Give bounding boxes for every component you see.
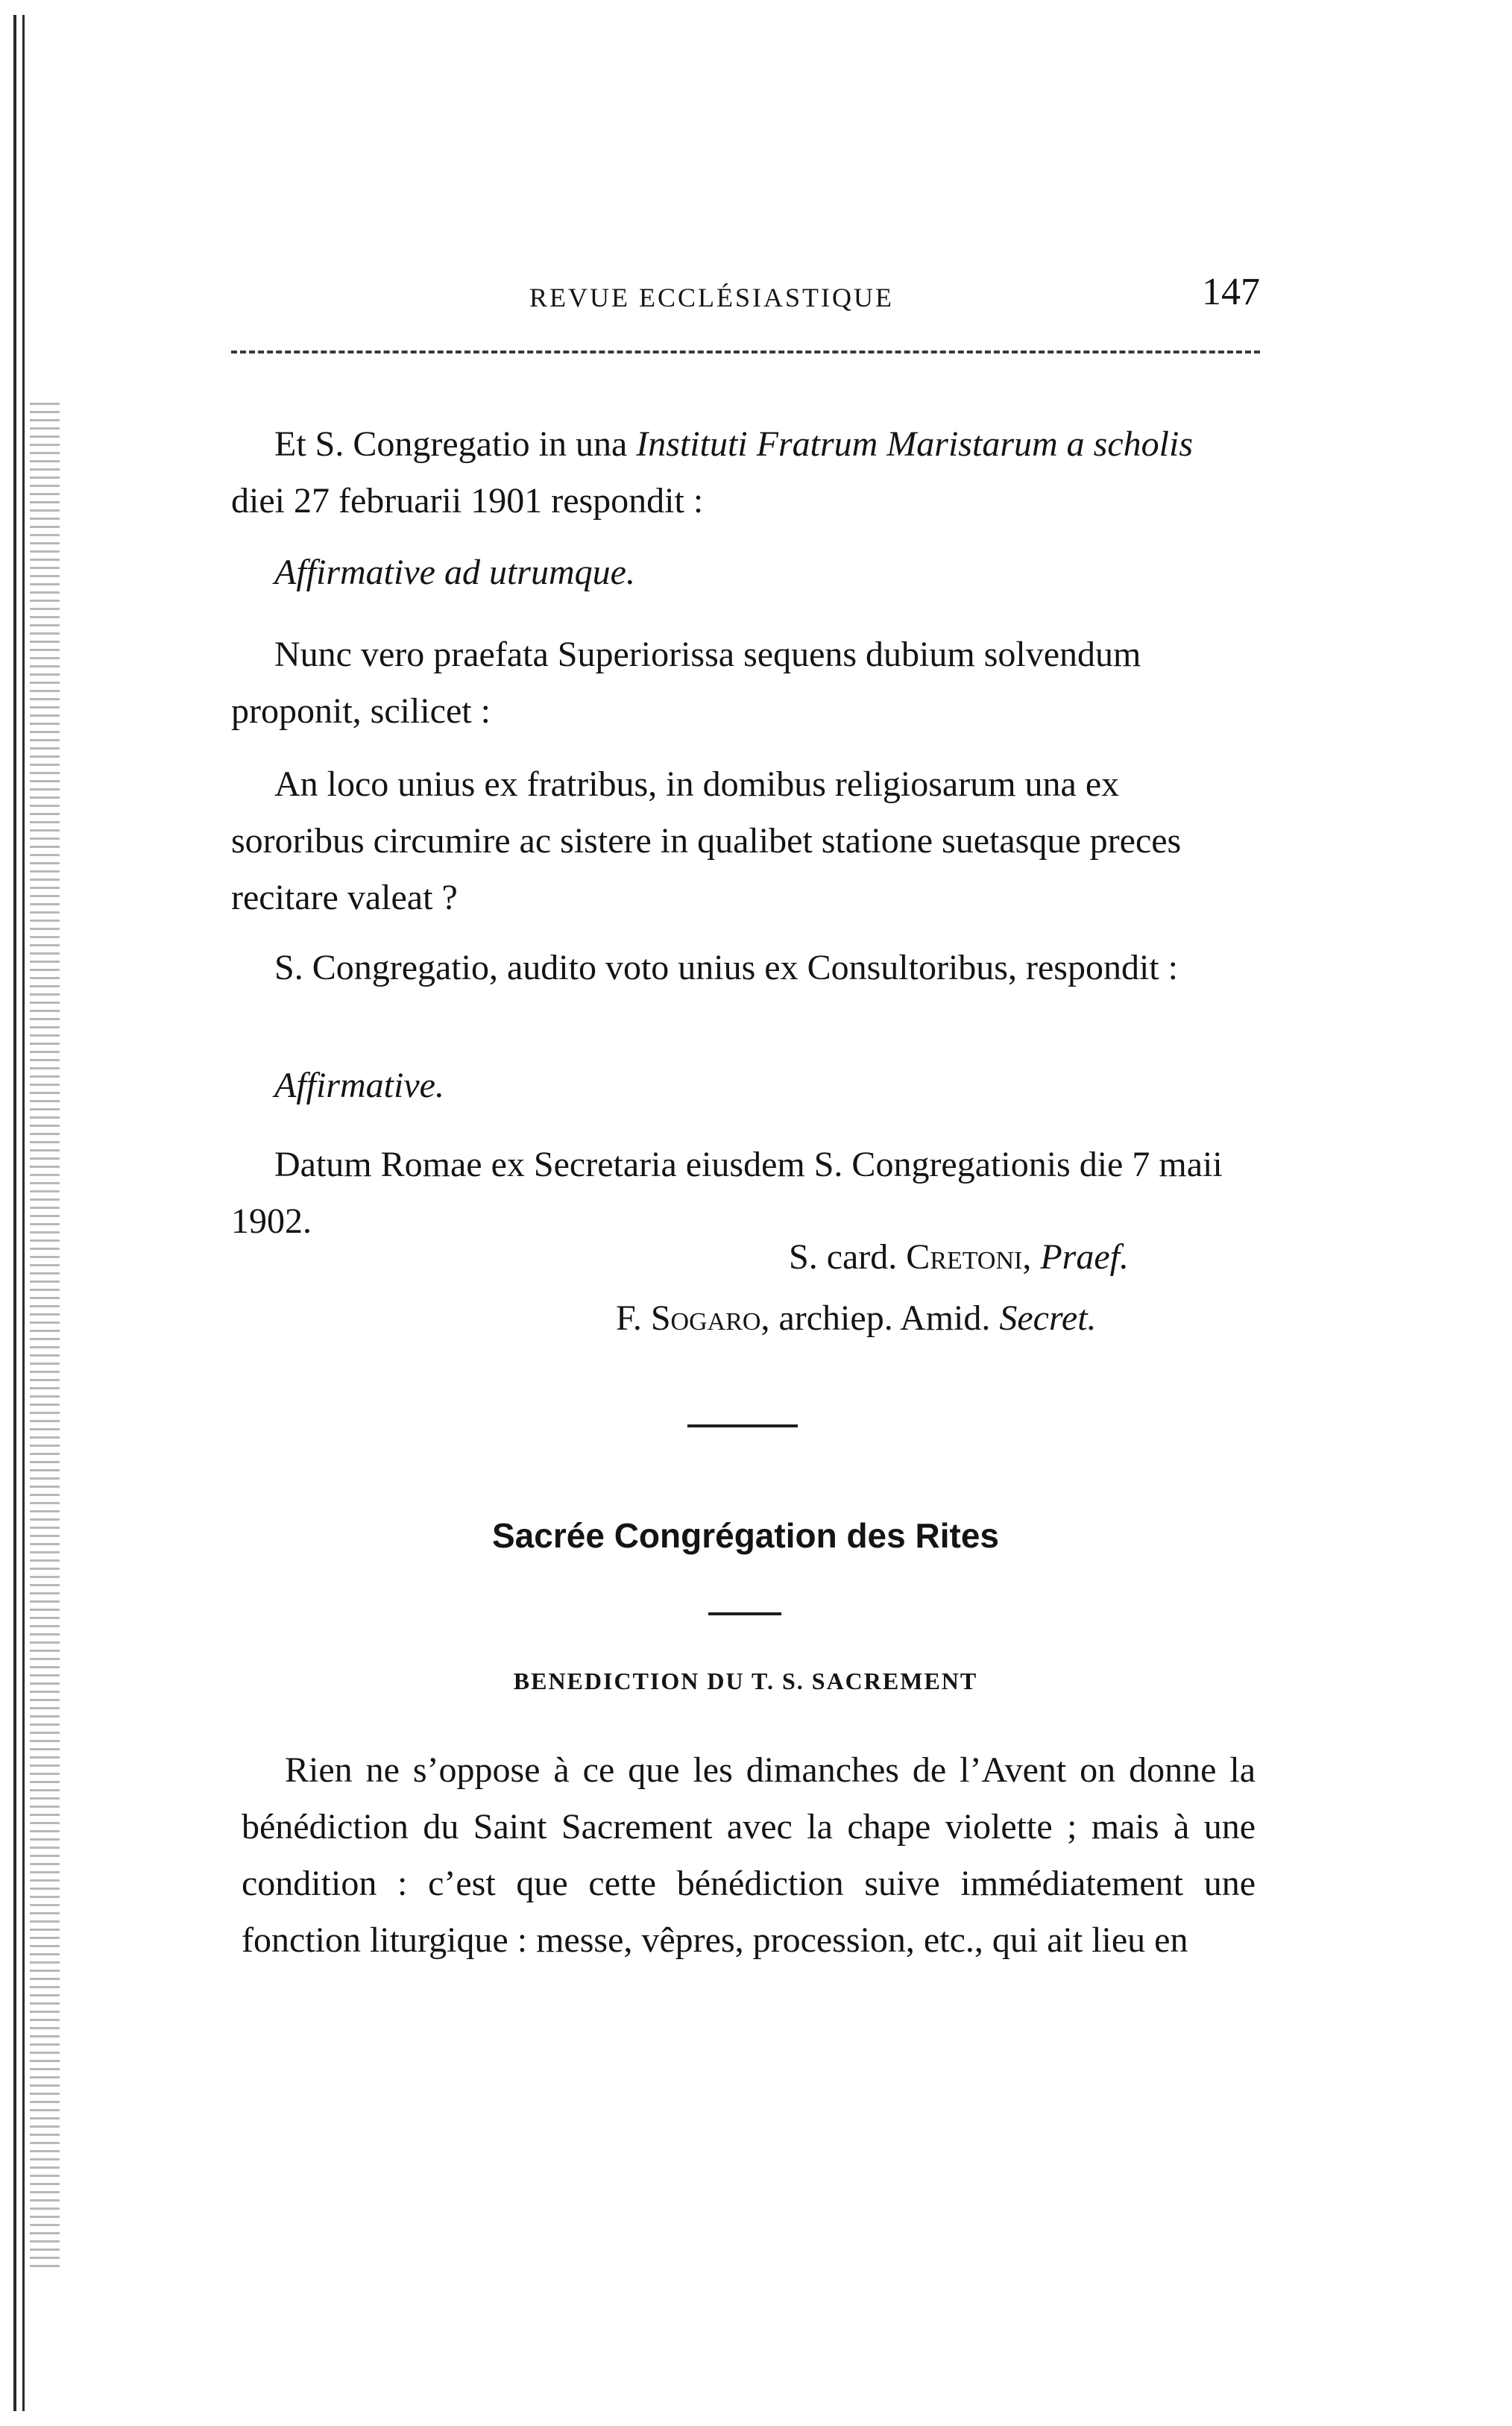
signature1-prefix: S. card. — [789, 1237, 907, 1277]
section-divider — [687, 1424, 798, 1427]
question-text: An loco unius ex fratribus, in domibus religiosarum una ex sororibus circumire ac sistere in qualibet statione suetasque preces recitare valeat ? — [231, 764, 1182, 917]
signature2-title: Secret. — [999, 1298, 1097, 1338]
paragraph-datum — [231, 1137, 1253, 1250]
datum-text: Datum Romae ex Secretaria eiusdem S. Congregationis die 7 maii 1902. — [231, 1145, 1223, 1241]
signature2-name: Sogaro — [650, 1298, 761, 1338]
para2-text: Nunc vero praefata Superiorissa sequens dubium solvendum proponit, scilicet : — [231, 635, 1141, 731]
para1-lead: Et S. Congregatio in una — [274, 424, 637, 464]
binding-line — [13, 15, 16, 2411]
binding-line — [22, 15, 25, 2411]
page-header — [231, 270, 1260, 322]
paragraph-congregatio-response — [231, 416, 1253, 529]
signature2-prefix: F. — [616, 1298, 651, 1338]
section-heading: Sacrée Congrégation des Rites — [492, 1516, 999, 1555]
answer-affirmative: Affirmative. — [274, 1066, 444, 1105]
header-rule — [231, 351, 1260, 353]
signature1-title: Praef. — [1040, 1237, 1129, 1277]
signature1-name: Cretoni — [906, 1237, 1023, 1277]
subsection-divider — [708, 1612, 781, 1615]
para3-text: S. Congregatio, audito voto unius ex Consultoribus, respondit : — [274, 948, 1178, 987]
paragraph-benediction — [242, 1742, 1256, 1969]
binding-speckle — [30, 403, 60, 2267]
running-title: REVUE ECCLÉSIASTIQUE — [529, 283, 894, 312]
page-number: 147 — [1202, 271, 1260, 313]
signature-cretoni: S. card. Cretoni, Praef. — [789, 1237, 1129, 1277]
para1-tail: diei 27 februarii 1901 respondit : — [231, 481, 704, 521]
benediction-text: Rien ne s’oppose à ce que les dimanches de l’Avent on donne la bénédiction du Saint Sacrement avec la chape violette ; mais à une condition : c’est que cette bénédiction suive immédiatement une fonction liturgique : messe, vêpres, procession, etc., qui ait lieu en — [242, 1750, 1256, 1960]
paragraph-question — [231, 756, 1253, 926]
subsection-heading: BENEDICTION DU T. S. SACREMENT — [513, 1668, 978, 1694]
signature2-mid: , archiep. Amid. — [760, 1298, 1000, 1338]
paragraph-superiorissa — [231, 626, 1253, 740]
institute-name: Instituti Fratrum Maristarum a scholis — [636, 424, 1193, 464]
paragraph-consultoribus — [231, 940, 1253, 996]
signature-sogaro — [616, 1298, 1097, 1339]
binding-edge — [0, 0, 82, 2426]
answer-affirmative-utrumque: Affirmative ad utrumque. — [274, 553, 635, 592]
